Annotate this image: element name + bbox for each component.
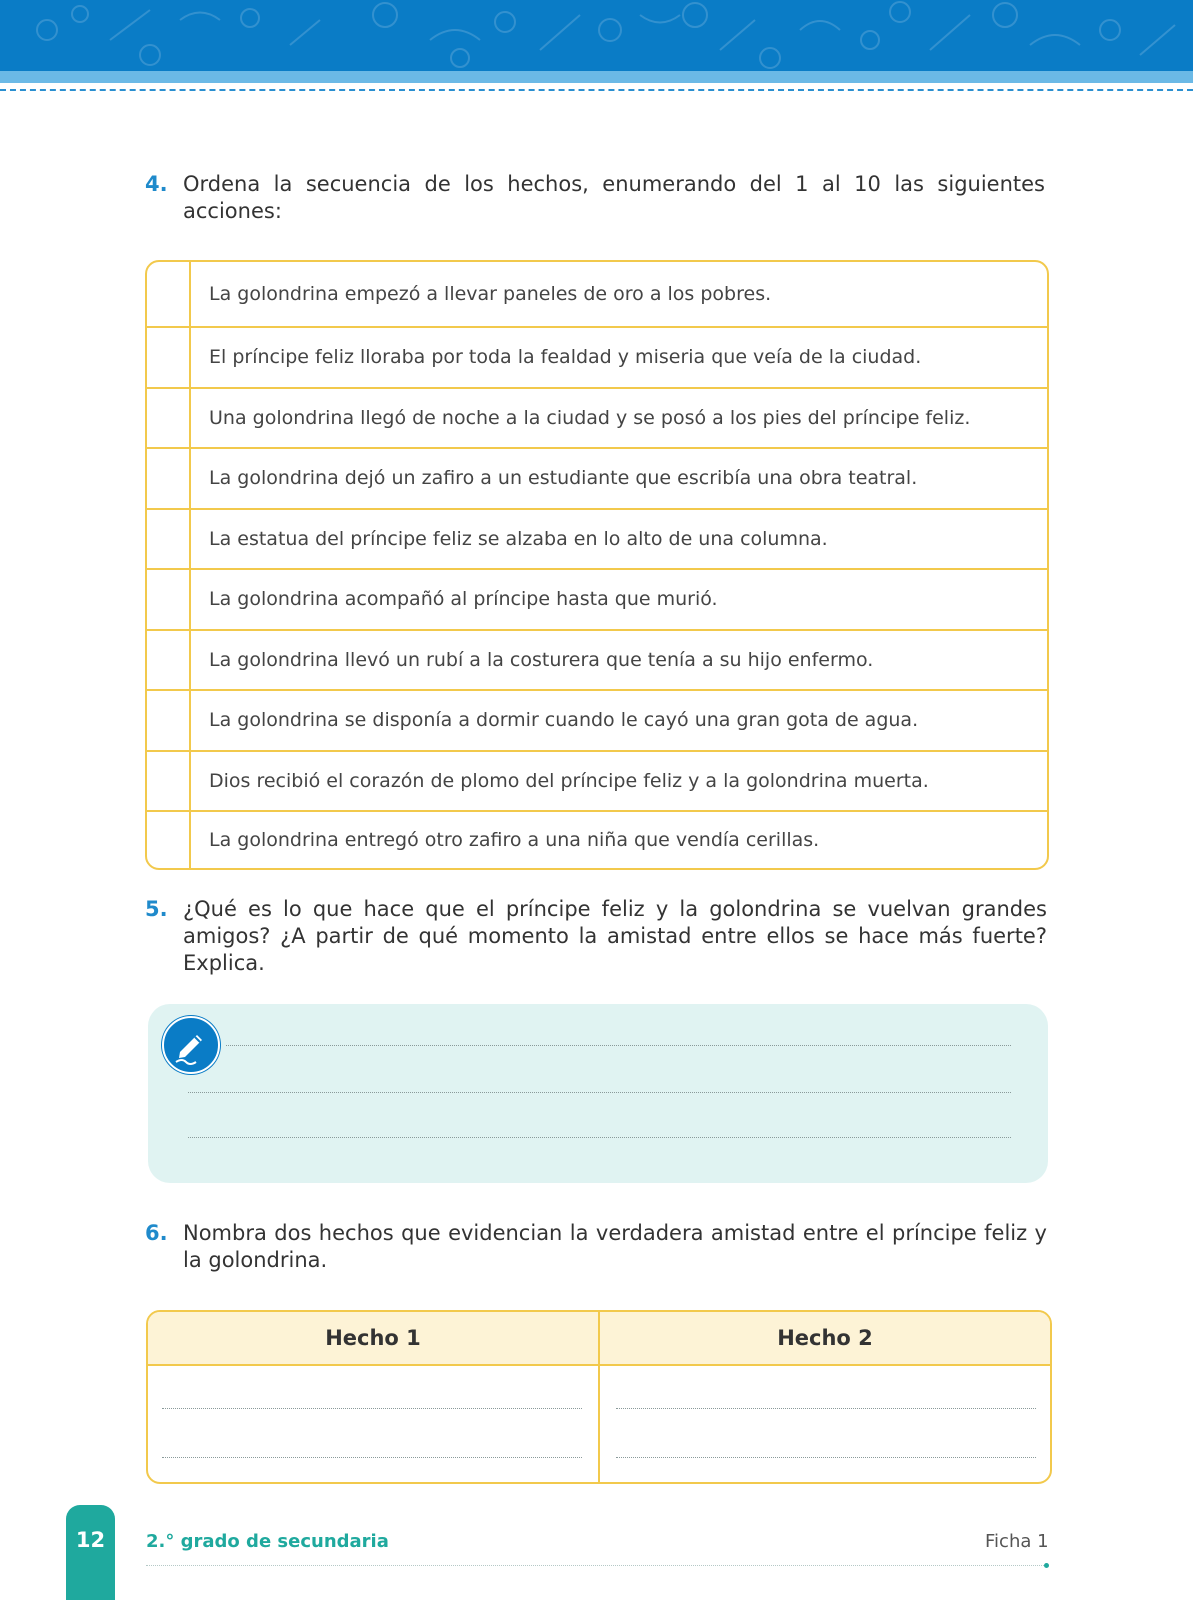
table-row [147,326,1047,387]
answer-line[interactable] [188,1137,1011,1138]
banner-strip [0,71,1193,83]
number-box[interactable] [147,328,191,387]
question-number: 6. [145,1221,168,1245]
header-banner [0,0,1193,83]
answer-line[interactable] [162,1408,582,1409]
number-box[interactable] [147,570,191,629]
hecho-1-answer[interactable] [148,1366,600,1482]
sequence-item: La golondrina acompañó al príncipe hasta que murió. [209,588,718,611]
footer-dot [1044,1563,1049,1568]
question-number: 5. [145,897,168,921]
sequence-item: La golondrina se disponía a dormir cuando le cayó una gran gota de agua. [209,709,919,732]
table-row [147,568,1047,629]
doodle-pattern [0,0,1193,71]
number-box[interactable] [147,389,191,448]
number-box[interactable] [147,262,191,326]
question-text: Ordena la secuencia de los hechos, enumerando del 1 al 10 las siguientes acciones: [183,172,1045,223]
sequence-item: La golondrina entregó otro zafiro a una niña que vendía cerillas. [209,829,820,851]
hecho-1-header: Hecho 1 [148,1312,600,1364]
facts-table [146,1310,1052,1484]
question-4 [145,171,1045,225]
table-row [147,262,1047,326]
number-box[interactable] [147,812,191,868]
grade-label: 2.° grado de secundaria [146,1531,389,1552]
table-row [147,750,1047,811]
sequence-item: Dios recibió el corazón de plomo del príncipe feliz y a la golondrina muerta. [209,769,929,792]
sequence-item: Una golondrina llegó de noche a la ciudad y se posó a los pies del príncipe feliz. [209,406,971,429]
sequence-item: La golondrina empezó a llevar paneles de oro a los pobres. [209,283,772,305]
table-row [147,689,1047,750]
table-row [147,629,1047,690]
question-text: ¿Qué es lo que hace que el príncipe feliz y la golondrina se vuelvan grandes amigos? ¿A partir de qué momento la amistad entre ellos se hace más fuerte? Explica. [183,897,1047,975]
table-row [147,810,1047,868]
facts-header [148,1312,1050,1366]
number-box[interactable] [147,510,191,569]
ficha-label: Ficha 1 [985,1531,1049,1552]
facts-body [148,1366,1050,1482]
pencil-icon [162,1016,220,1074]
question-text: Nombra dos hechos que evidencian la verdadera amistad entre el príncipe feliz y la golondrina. [183,1221,1047,1272]
page-number: 12 [75,1528,106,1552]
table-row [147,508,1047,569]
question-5 [145,896,1047,977]
question-number: 4. [145,172,168,196]
hecho-2-answer[interactable] [600,1366,1050,1482]
answer-line[interactable] [616,1408,1036,1409]
table-row [147,387,1047,448]
hecho-2-header: Hecho 2 [777,1326,873,1350]
number-box[interactable] [147,752,191,811]
answer-line[interactable] [162,1457,582,1458]
question-6 [145,1220,1047,1274]
answer-line[interactable] [188,1092,1011,1093]
number-box[interactable] [147,691,191,750]
footer-line [146,1565,1048,1566]
table-row [147,447,1047,508]
answer-box [148,1004,1048,1183]
sequence-item: La estatua del príncipe feliz se alzaba en lo alto de una columna. [209,527,828,550]
page-tab [66,1505,115,1600]
banner-divider [0,89,1193,91]
sequence-item: La golondrina llevó un rubí a la costurera que tenía a su hijo enfermo. [209,648,874,671]
number-box[interactable] [147,631,191,690]
sequence-item: La golondrina dejó un zafiro a un estudiante que escribía una obra teatral. [209,467,918,490]
answer-line[interactable] [616,1457,1036,1458]
sequence-table [145,260,1049,870]
number-box[interactable] [147,449,191,508]
sequence-item: El príncipe feliz lloraba por toda la fealdad y miseria que veía de la ciudad. [209,346,922,369]
answer-line[interactable] [226,1045,1011,1046]
